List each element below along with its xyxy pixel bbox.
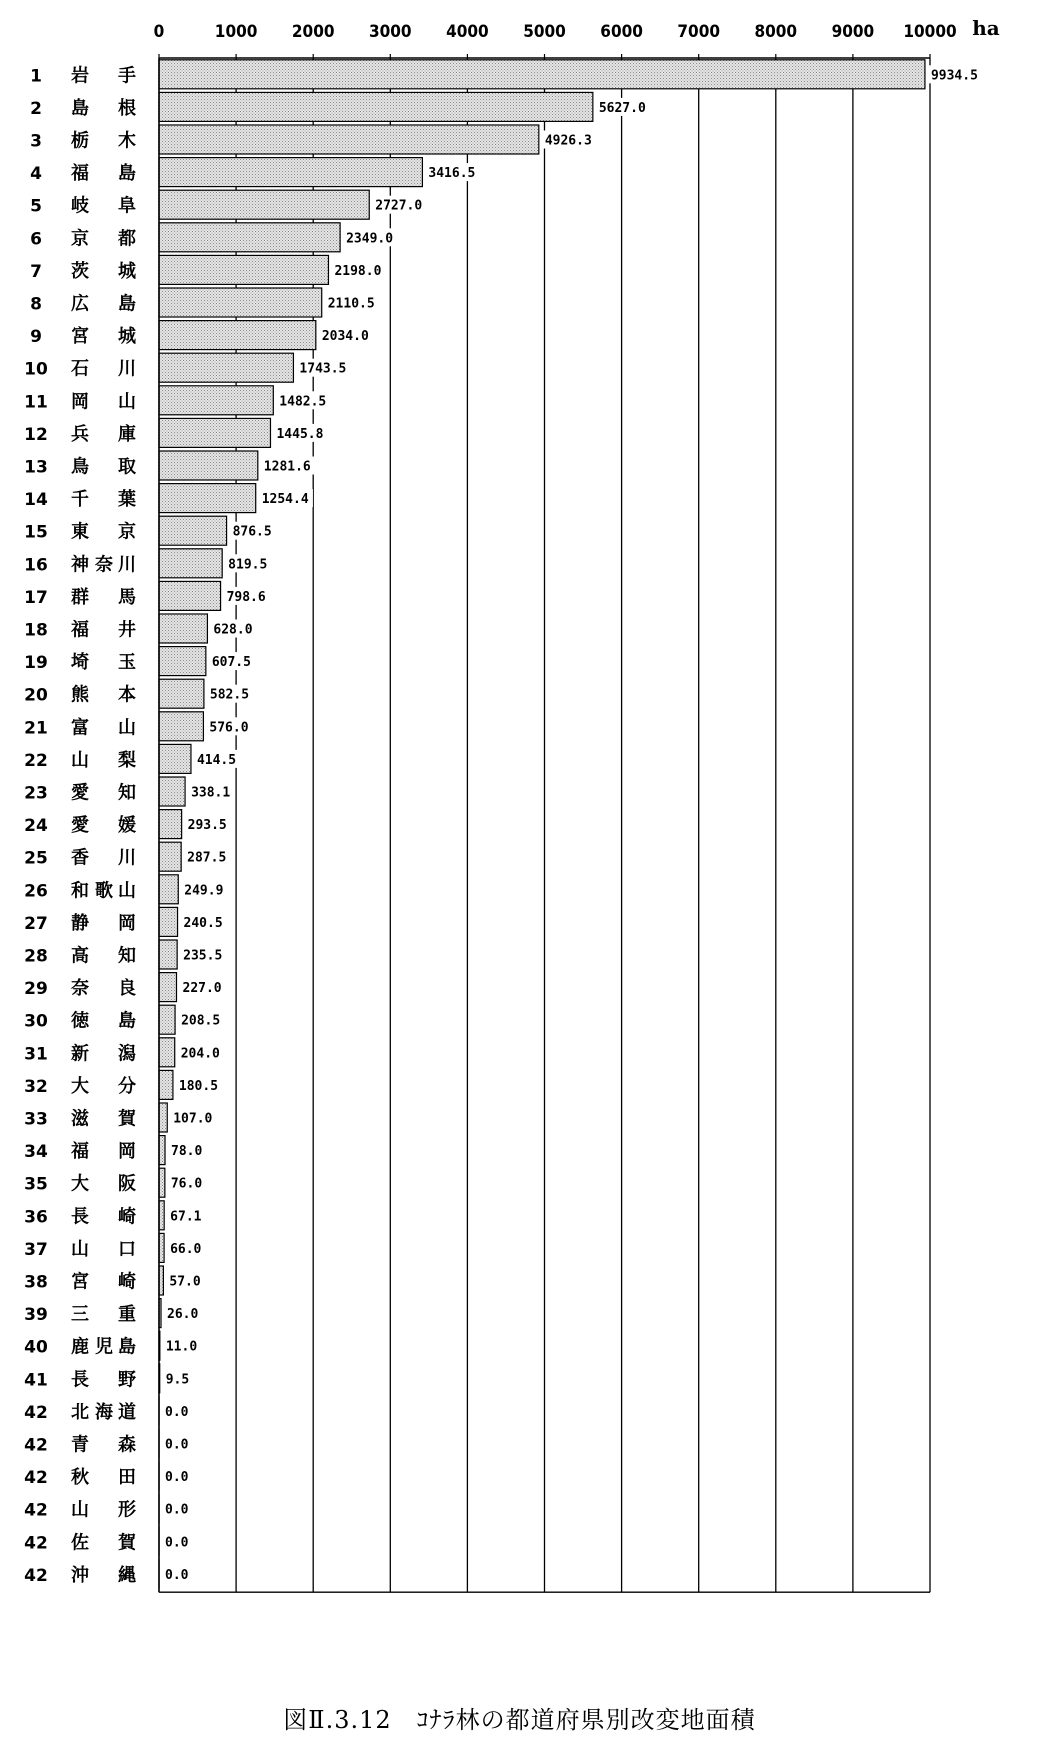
- data-label: 576.0: [209, 720, 249, 736]
- bar: [159, 223, 340, 252]
- prefecture-label-char: 山: [118, 717, 136, 739]
- prefecture-label-char: 賀: [118, 1532, 136, 1554]
- data-label: 235.5: [183, 948, 223, 964]
- prefecture-label-char: 媛: [118, 815, 136, 837]
- prefecture-label-char: 手: [118, 65, 136, 87]
- prefecture-label-char: 岡: [71, 391, 89, 413]
- data-label: 338.1: [191, 785, 231, 801]
- rank-label: 32: [24, 1076, 48, 1097]
- prefecture-label-char: 崎: [118, 1271, 136, 1293]
- prefecture-label-char: 玉: [118, 652, 136, 674]
- gridlines: [236, 58, 930, 1592]
- data-label: 26.0: [167, 1307, 199, 1323]
- data-label: 180.5: [178, 1078, 219, 1094]
- prefecture-label-char: 富: [71, 717, 89, 739]
- bar: [159, 451, 258, 480]
- data-label: 249.9: [184, 883, 224, 899]
- prefecture-label-char: 長: [71, 1206, 89, 1228]
- prefecture-label-char: 本: [118, 684, 136, 706]
- prefecture-label-char: 口: [118, 1238, 136, 1260]
- data-label: 66.0: [170, 1241, 202, 1257]
- prefecture-label-char: 兵: [71, 423, 89, 445]
- bar: [159, 418, 270, 447]
- bar: [159, 288, 322, 317]
- rank-label: 20: [24, 685, 48, 706]
- prefecture-label-char: 庫: [118, 423, 136, 445]
- prefecture-label-char: 青: [71, 1434, 89, 1456]
- bar: [159, 581, 221, 610]
- rank-label: 9: [30, 327, 42, 348]
- prefecture-label-char: 良: [118, 978, 136, 1000]
- prefecture-label-char: 静: [71, 912, 89, 934]
- prefecture-label-char: 川: [118, 358, 136, 380]
- rank-label: 19: [24, 653, 48, 674]
- rank-label: 38: [24, 1272, 48, 1293]
- bar: [159, 777, 185, 806]
- data-label: 2034.0: [321, 329, 369, 345]
- prefecture-label-char: 大: [71, 1173, 89, 1195]
- data-label: 628.0: [213, 622, 253, 638]
- x-tick-label: 9000: [831, 22, 875, 42]
- bar: [159, 647, 206, 676]
- data-label: 0.0: [165, 1535, 189, 1551]
- data-label: 3416.5: [428, 166, 476, 182]
- data-label: 0.0: [165, 1470, 189, 1486]
- bar: [159, 255, 328, 284]
- bar: [159, 353, 293, 382]
- data-label: 293.5: [187, 818, 227, 834]
- data-label: 2727.0: [375, 198, 423, 214]
- prefecture-label-char: 馬: [118, 586, 136, 608]
- bar: [159, 125, 539, 154]
- rank-label: 30: [24, 1011, 48, 1032]
- rank-label: 26: [24, 881, 48, 902]
- data-label: 67.1: [170, 1209, 202, 1225]
- x-unit-label: ha: [972, 16, 1000, 40]
- prefecture-label-char: 島: [118, 163, 136, 185]
- data-label: 5627.0: [598, 100, 646, 116]
- prefecture-label-char: 京: [118, 521, 136, 543]
- x-tick-label: 1000: [214, 22, 258, 42]
- prefecture-label-char: 香: [71, 847, 89, 869]
- prefecture-label-char: 沖: [71, 1564, 89, 1586]
- prefecture-label-char: 阜: [118, 195, 136, 217]
- rank-label: 5: [30, 196, 42, 217]
- prefecture-label-char: 栃: [71, 130, 89, 152]
- data-label: 1254.4: [261, 492, 309, 508]
- prefecture-label-char: 島: [118, 1336, 136, 1358]
- rank-label: 31: [24, 1044, 48, 1065]
- bar: [159, 158, 422, 187]
- prefecture-label-char: 長: [71, 1369, 89, 1391]
- data-label: 1482.5: [279, 394, 327, 410]
- data-label: 9934.5: [930, 68, 978, 84]
- x-tick-label: 8000: [754, 22, 798, 42]
- prefecture-label-char: 児: [95, 1336, 113, 1358]
- prefecture-label-char: 茨: [71, 260, 89, 282]
- prefecture-label-char: 形: [118, 1499, 136, 1521]
- prefecture-label-char: 城: [118, 260, 136, 282]
- bar: [159, 973, 177, 1002]
- prefecture-label-char: 鹿: [71, 1336, 89, 1358]
- bar: [159, 549, 222, 578]
- rank-label: 37: [24, 1239, 48, 1260]
- prefecture-label-char: 木: [118, 130, 136, 152]
- rank-label: 14: [24, 490, 48, 511]
- rank-label: 28: [24, 946, 48, 967]
- prefecture-label-char: 宮: [71, 326, 89, 348]
- data-label: 57.0: [169, 1274, 201, 1290]
- rank-label: 4: [30, 164, 42, 185]
- rank-label: 39: [24, 1305, 48, 1326]
- prefecture-label-char: 佐: [71, 1532, 89, 1554]
- x-tick-label: 10000: [903, 22, 957, 42]
- rank-label: 34: [24, 1142, 48, 1163]
- prefecture-label-char: 徳: [71, 1010, 89, 1032]
- prefecture-label-char: 川: [118, 554, 136, 576]
- prefecture-label-char: 神: [71, 554, 89, 576]
- bar: [159, 516, 227, 545]
- prefecture-label-char: 和: [71, 880, 89, 902]
- data-label: 2198.0: [334, 263, 382, 279]
- data-label: 107.0: [173, 1111, 213, 1127]
- data-label: 1281.6: [263, 459, 311, 475]
- prefecture-label-char: 高: [71, 945, 89, 967]
- data-label: 287.5: [187, 850, 227, 866]
- rank-label: 11: [24, 392, 48, 413]
- data-label: 1743.5: [299, 361, 347, 377]
- prefecture-label-char: 岡: [118, 912, 136, 934]
- rank-label: 12: [24, 424, 48, 445]
- data-label: 227.0: [182, 981, 222, 997]
- prefecture-label-char: 島: [118, 1010, 136, 1032]
- prefecture-label-char: 京: [71, 228, 89, 250]
- bar: [159, 744, 191, 773]
- prefecture-label-char: 福: [71, 619, 89, 641]
- prefecture-label-char: 秋: [71, 1467, 89, 1489]
- data-label: 11.0: [165, 1339, 198, 1355]
- rank-label: 42: [24, 1565, 48, 1586]
- prefecture-label-char: 東: [71, 521, 89, 543]
- prefecture-label-char: 奈: [95, 554, 113, 576]
- rank-label: 7: [30, 261, 42, 282]
- bar: [159, 1038, 175, 1067]
- bar: [159, 614, 207, 643]
- rank-label: 42: [24, 1533, 48, 1554]
- rank-label: 18: [24, 620, 48, 641]
- prefecture-label-char: 分: [118, 1075, 136, 1097]
- prefecture-label-char: 群: [71, 586, 89, 608]
- data-label: 0.0: [165, 1437, 189, 1453]
- prefecture-label-char: 奈: [71, 978, 89, 1000]
- rank-label: 42: [24, 1402, 48, 1423]
- prefecture-label-char: 道: [118, 1401, 136, 1423]
- bar: [159, 1005, 175, 1034]
- data-label: 78.0: [171, 1144, 203, 1160]
- x-tick-label: 0: [153, 22, 165, 42]
- bar: [159, 1168, 165, 1197]
- data-label: 414.5: [196, 752, 237, 768]
- bar: [159, 321, 316, 350]
- prefecture-label-char: 山: [118, 391, 136, 413]
- rank-label: 27: [24, 913, 48, 934]
- rank-label: 16: [24, 555, 48, 576]
- bars: [159, 60, 925, 1589]
- data-label: 582.5: [209, 687, 250, 703]
- prefecture-label-char: 熊: [71, 684, 89, 706]
- prefecture-label-char: 森: [118, 1434, 136, 1456]
- prefecture-label-char: 梨: [118, 749, 136, 771]
- data-label: 607.5: [211, 655, 251, 671]
- rank-label: 6: [30, 229, 42, 250]
- rank-label: 35: [24, 1174, 48, 1195]
- prefecture-label-char: 重: [118, 1304, 136, 1326]
- bar: [159, 386, 273, 415]
- bar: [159, 875, 178, 904]
- bar: [159, 712, 203, 741]
- x-tick-label: 5000: [523, 22, 566, 42]
- prefecture-label-char: 埼: [71, 652, 89, 674]
- rank-label: 42: [24, 1435, 48, 1456]
- rank-label: 1: [30, 66, 42, 87]
- bar: [159, 484, 256, 513]
- prefecture-label-char: 福: [71, 163, 89, 185]
- prefecture-label-char: 賀: [118, 1108, 136, 1130]
- data-label: 4926.3: [544, 133, 592, 149]
- category-labels: [24, 64, 137, 1586]
- prefecture-label-char: 北: [71, 1401, 89, 1423]
- bar: [159, 190, 369, 219]
- prefecture-label-char: 井: [118, 619, 136, 641]
- prefecture-label-char: 城: [118, 326, 136, 348]
- data-label: 2110.5: [327, 296, 375, 312]
- prefecture-label-char: 島: [71, 97, 89, 119]
- rank-label: 41: [24, 1370, 48, 1391]
- prefecture-label-char: 阪: [118, 1173, 136, 1195]
- rank-label: 8: [30, 294, 42, 315]
- bar: [159, 907, 178, 936]
- prefecture-label-char: 愛: [71, 782, 89, 804]
- bar: [159, 1136, 165, 1165]
- data-label: 208.5: [181, 1013, 221, 1029]
- prefecture-label-char: 知: [118, 945, 136, 967]
- prefecture-label-char: 福: [71, 1141, 89, 1163]
- rank-label: 29: [24, 979, 48, 1000]
- data-label: 1445.8: [276, 426, 324, 442]
- prefecture-label-char: 知: [118, 782, 136, 804]
- rank-label: 42: [24, 1468, 48, 1489]
- bar: [159, 842, 181, 871]
- x-tick-label: 4000: [446, 22, 489, 42]
- prefecture-label-char: 山: [71, 1499, 89, 1521]
- prefecture-label-char: 山: [71, 1238, 89, 1260]
- data-label: 798.6: [226, 589, 266, 605]
- prefecture-label-char: 根: [118, 97, 136, 119]
- rank-label: 42: [24, 1500, 48, 1521]
- data-label: 2349.0: [346, 231, 394, 247]
- prefecture-label-char: 岐: [71, 195, 89, 217]
- prefecture-label-char: 歌: [95, 880, 113, 902]
- bar: [159, 60, 925, 89]
- prefecture-label-char: 山: [118, 880, 136, 902]
- prefecture-label-char: 岡: [118, 1141, 136, 1163]
- data-label: 204.0: [180, 1046, 220, 1062]
- data-label: 0.0: [165, 1502, 189, 1518]
- prefecture-label-char: 愛: [71, 815, 89, 837]
- prefecture-label-char: 石: [71, 358, 89, 380]
- rank-label: 22: [24, 750, 48, 771]
- prefecture-label-char: 大: [71, 1075, 89, 1097]
- prefecture-label-char: 縄: [118, 1564, 136, 1586]
- rank-label: 17: [24, 587, 48, 608]
- prefecture-label-char: 三: [71, 1304, 89, 1326]
- prefecture-label-char: 宮: [71, 1271, 89, 1293]
- data-label: 240.5: [183, 915, 223, 931]
- prefecture-label-char: 都: [118, 228, 136, 250]
- rank-label: 13: [24, 457, 48, 478]
- rank-label: 24: [24, 816, 48, 837]
- data-label: 76.0: [170, 1176, 203, 1192]
- data-label: 0.0: [165, 1567, 189, 1583]
- rank-label: 10: [24, 359, 48, 380]
- data-label: 876.5: [232, 524, 272, 540]
- prefecture-label-char: 田: [118, 1467, 136, 1489]
- prefecture-label-char: 葉: [118, 489, 136, 511]
- prefecture-label-char: 新: [71, 1043, 89, 1065]
- prefecture-label-char: 島: [118, 293, 136, 315]
- prefecture-label-char: 岩: [71, 65, 89, 87]
- prefecture-label-char: 海: [95, 1401, 113, 1423]
- prefecture-label-char: 野: [118, 1369, 136, 1391]
- data-label: 9.5: [165, 1372, 190, 1388]
- prefecture-label-char: 広: [71, 293, 89, 315]
- data-label: 819.5: [228, 557, 268, 573]
- figure-caption: 図Ⅱ.3.12 ｺﾅﾗ林の都道府県別改変地面積: [283, 1706, 756, 1734]
- rank-label: 40: [24, 1337, 48, 1358]
- rank-label: 33: [24, 1109, 48, 1130]
- data-label: 0.0: [165, 1404, 189, 1420]
- bar: [159, 679, 204, 708]
- x-tick-label: 6000: [600, 22, 643, 42]
- x-axis: [154, 16, 1000, 1592]
- bar: [159, 940, 177, 969]
- prefecture-label-char: 千: [71, 489, 89, 511]
- rank-label: 25: [24, 848, 48, 869]
- rank-label: 15: [24, 522, 48, 543]
- rank-label: 23: [24, 783, 48, 804]
- prefecture-label-char: 滋: [71, 1108, 89, 1130]
- bar: [159, 1070, 173, 1099]
- prefecture-label-char: 鳥: [71, 456, 89, 478]
- prefecture-label-char: 川: [118, 847, 136, 869]
- prefecture-label-char: 潟: [118, 1043, 136, 1065]
- rank-label: 3: [30, 131, 42, 152]
- rank-label: 2: [30, 98, 42, 119]
- x-tick-label: 7000: [677, 22, 720, 42]
- rank-label: 36: [24, 1207, 48, 1228]
- prefecture-label-char: 取: [118, 456, 136, 478]
- prefecture-label-char: 崎: [118, 1206, 136, 1228]
- bar: [159, 810, 182, 839]
- bar: [159, 92, 593, 121]
- x-tick-label: 3000: [369, 22, 412, 42]
- x-tick-label: 2000: [291, 22, 335, 42]
- rank-label: 21: [24, 718, 48, 739]
- prefecture-label-char: 山: [71, 749, 89, 771]
- bar: [159, 1103, 167, 1132]
